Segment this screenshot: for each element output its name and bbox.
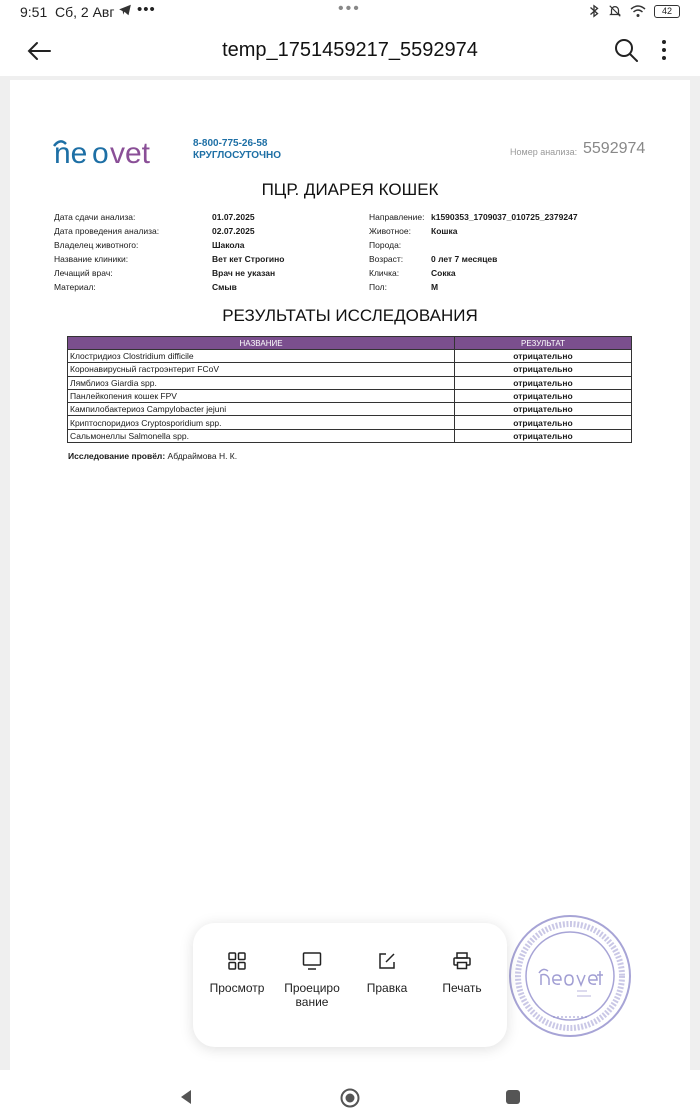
- test-result: отрицательно: [455, 429, 632, 442]
- info-value: М: [431, 282, 439, 292]
- edit-label: Правка: [366, 981, 408, 995]
- performed-by-label: Исследование провёл:: [68, 451, 166, 461]
- grid-icon: [227, 951, 247, 971]
- view-label: Просмотр: [209, 981, 265, 995]
- more-notifications-icon: •••: [137, 1, 156, 18]
- test-name: Клостридиоз Clostridium difficile: [68, 350, 455, 363]
- search-icon[interactable]: [612, 36, 640, 64]
- info-value: Кошка: [431, 226, 458, 236]
- info-label: Владелец животного:: [54, 240, 139, 250]
- view-button[interactable]: [199, 951, 275, 995]
- table-row: [68, 429, 632, 442]
- nav-recent-apps-icon[interactable]: [506, 1090, 520, 1104]
- contact-phone: 8-800-775-26-58: [193, 138, 268, 149]
- table-row: [68, 350, 632, 363]
- document-page: [10, 80, 690, 1070]
- info-value: Сокка: [431, 268, 456, 278]
- info-label: Направление:: [369, 212, 425, 222]
- status-time: 9:51: [20, 4, 48, 20]
- app-bar: [0, 26, 700, 76]
- document-viewer[interactable]: [0, 76, 700, 1070]
- test-name: Сальмонеллы Salmonella spp.: [68, 429, 455, 442]
- clinic-stamp-icon: [507, 913, 633, 1039]
- analysis-number: 5592974: [583, 140, 646, 157]
- telegram-icon: [118, 3, 132, 17]
- svg-text:o: o: [92, 137, 109, 168]
- info-label: Возраст:: [369, 254, 404, 264]
- bluetooth-icon: [588, 4, 600, 18]
- info-value: 01.07.2025: [212, 212, 255, 222]
- info-left-labels: [54, 210, 159, 294]
- test-name: Лямблиоз Giardia spp.: [68, 376, 455, 389]
- info-value: [431, 238, 578, 252]
- system-icons: [588, 4, 680, 18]
- info-label: Пол:: [369, 282, 387, 292]
- table-row: [68, 376, 632, 389]
- info-label: Кличка:: [369, 268, 400, 278]
- info-left-values: [212, 210, 284, 294]
- status-date: Сб, 2 Авг: [55, 4, 115, 20]
- contact-block: [193, 138, 281, 162]
- nav-back-icon[interactable]: [178, 1089, 194, 1105]
- edit-button[interactable]: [349, 951, 425, 995]
- test-name: Криптоспоридиоз Cryptosporidium spp.: [68, 416, 455, 429]
- info-label: Порода:: [369, 240, 402, 250]
- test-result: отрицательно: [455, 403, 632, 416]
- info-right-values: [431, 210, 578, 294]
- svg-text:ne: ne: [54, 137, 88, 168]
- table-row: [68, 389, 632, 402]
- info-label: Материал:: [54, 282, 96, 292]
- column-header-result: РЕЗУЛЬТАТ: [455, 337, 632, 350]
- info-right-labels: [369, 210, 424, 294]
- test-name: Кампилобактериоз Campylobacter jejuni: [68, 403, 455, 416]
- floating-toolbar: [193, 923, 507, 1047]
- print-button[interactable]: [424, 951, 500, 995]
- test-result: отрицательно: [455, 416, 632, 429]
- test-name: Панлейкопения кошек FPV: [68, 389, 455, 402]
- document-title: ПЦР. ДИАРЕЯ КОШЕК: [261, 180, 439, 199]
- performed-by-name: Абдраймова Н. К.: [167, 451, 238, 461]
- test-result: отрицательно: [455, 350, 632, 363]
- table-row: [68, 416, 632, 429]
- results-table: [67, 336, 632, 443]
- info-value: 0 лет 7 месяцев: [431, 254, 498, 264]
- info-value: 02.07.2025: [212, 226, 255, 236]
- results-title: РЕЗУЛЬТАТЫ ИССЛЕДОВАНИЯ: [222, 306, 478, 325]
- monitor-icon: [302, 951, 322, 971]
- info-value: Врач не указан: [212, 268, 276, 278]
- table-row: [68, 363, 632, 376]
- svg-text:vet: vet: [110, 137, 151, 168]
- status-bar: [0, 0, 700, 26]
- analysis-number-label: Номер анализа:: [510, 147, 578, 157]
- project-button[interactable]: [274, 951, 350, 1009]
- info-label: Дата сдачи анализа:: [54, 212, 136, 222]
- system-nav-bar: [0, 1070, 700, 1120]
- more-vertical-icon[interactable]: [654, 36, 674, 64]
- drag-handle-icon[interactable]: •••: [338, 0, 361, 17]
- test-result: отрицательно: [455, 376, 632, 389]
- wifi-icon: [630, 4, 646, 18]
- mute-bell-icon: [608, 4, 622, 18]
- test-result: отрицательно: [455, 389, 632, 402]
- info-label: Лечащий врач:: [54, 268, 113, 278]
- info-label: Название клиники:: [54, 254, 129, 264]
- table-header-row: [68, 337, 632, 350]
- test-result: отрицательно: [455, 363, 632, 376]
- info-value: Шакола: [212, 240, 245, 250]
- contact-hours: КРУГЛОСУТОЧНО: [193, 150, 282, 161]
- battery-icon: 42: [654, 5, 680, 18]
- table-row: [68, 403, 632, 416]
- info-label: Животное:: [369, 226, 411, 236]
- project-label-line2: вание: [295, 995, 329, 1009]
- test-name: Коронавирусный гастроэнтерит FCoV: [68, 363, 455, 376]
- info-value: Вет кет Строгино: [212, 254, 285, 264]
- edit-icon: [377, 951, 397, 971]
- print-label: Печать: [442, 981, 482, 995]
- info-value: k1590353_1709037_010725_2379247: [431, 212, 578, 222]
- file-title: temp_1751459217_5592974: [222, 39, 478, 61]
- printer-icon: [452, 951, 472, 971]
- column-header-name: НАЗВАНИЕ: [68, 337, 455, 350]
- performed-by: [68, 451, 237, 461]
- neovet-logo: [52, 132, 167, 168]
- project-label-line1: Проециро: [284, 981, 340, 995]
- nav-home-icon[interactable]: [340, 1088, 360, 1108]
- info-value: Смыв: [212, 282, 237, 292]
- info-label: Дата проведения анализа:: [54, 226, 160, 236]
